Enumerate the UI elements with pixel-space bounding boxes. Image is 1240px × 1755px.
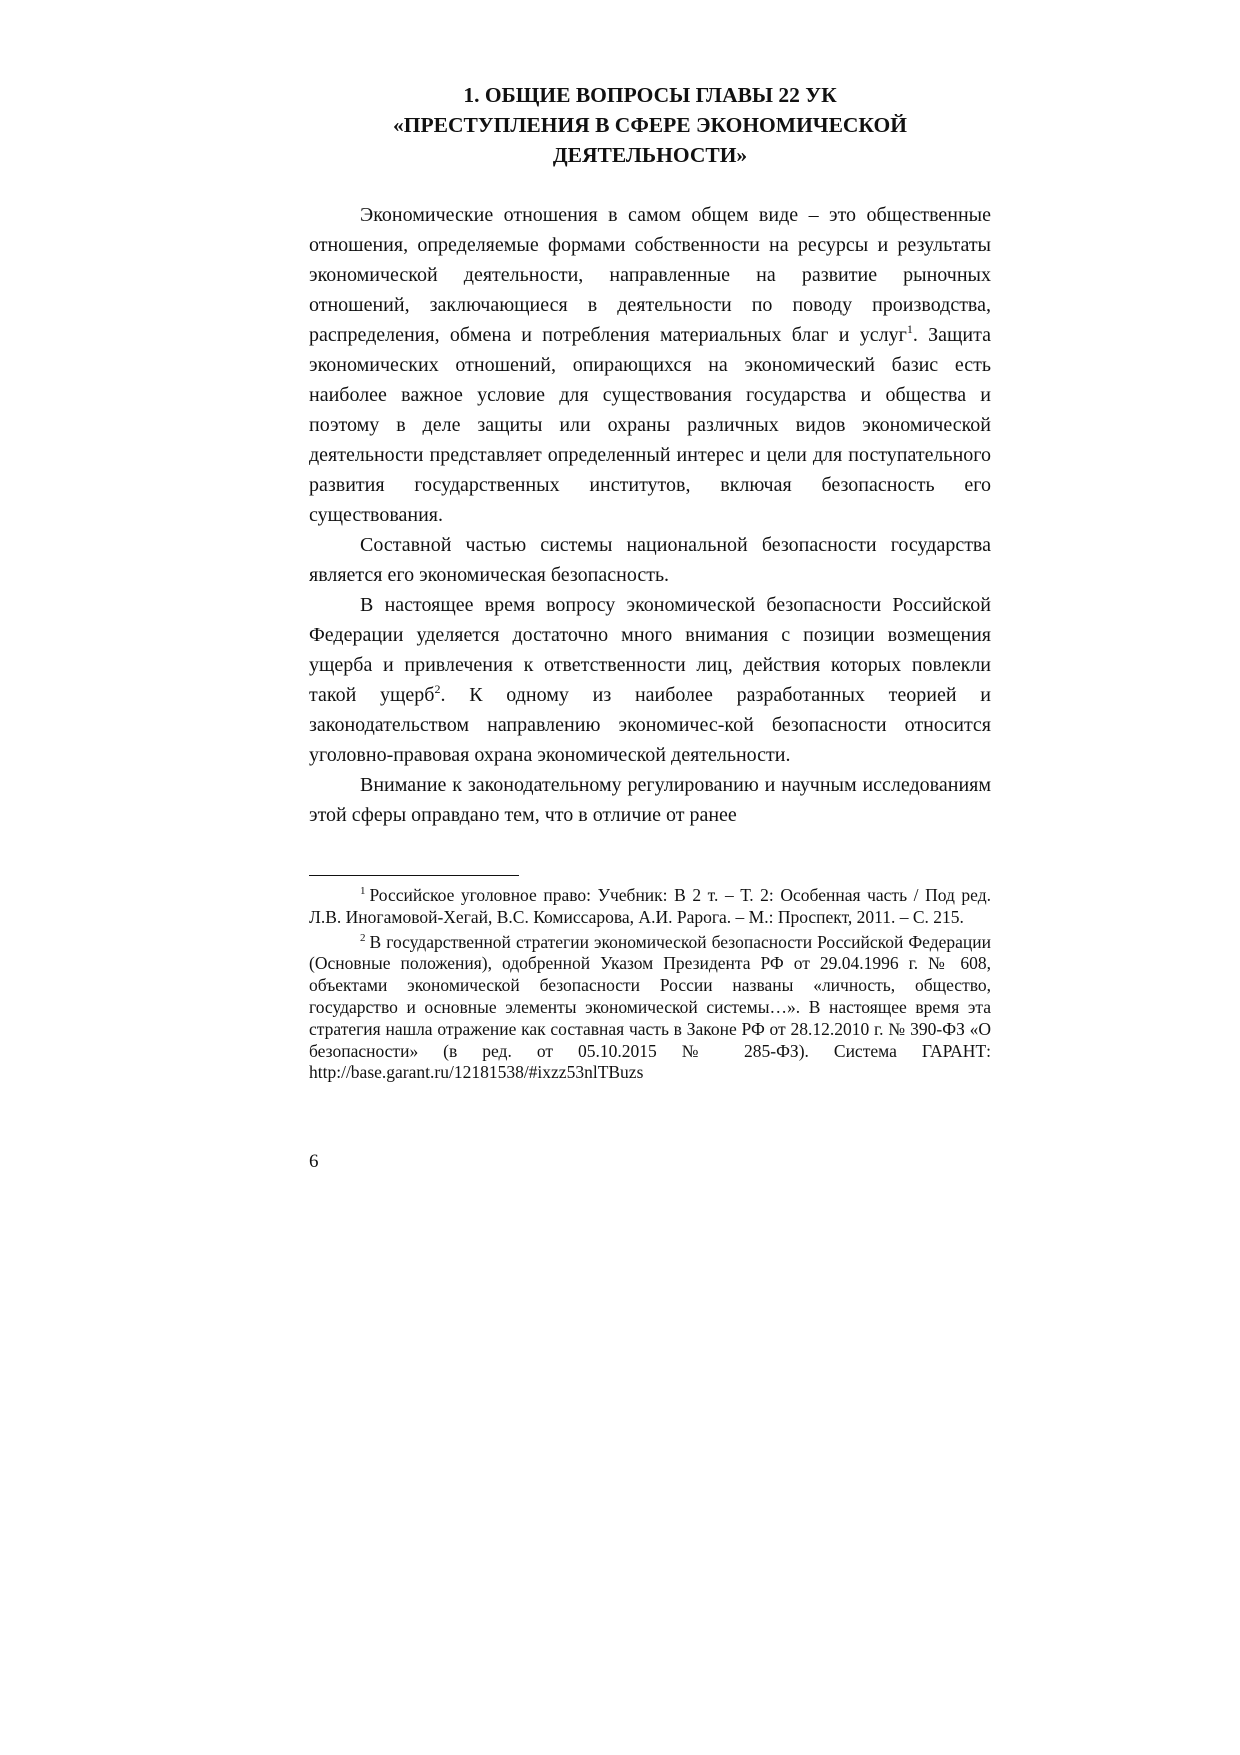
footnote-2 — [309, 932, 991, 1085]
footnote-1 — [309, 885, 991, 929]
footnote-mark-1: 1 — [360, 885, 366, 897]
footnote-separator — [309, 875, 519, 876]
heading-line-2: «ПРЕСТУПЛЕНИЯ В СФЕРЕ ЭКОНОМИЧЕСКОЙ — [393, 113, 907, 137]
paragraph-4: Внимание к законодательному регулированию и научным исследованиям этой сферы оправдано тем, что в отличие от ранее — [309, 774, 991, 826]
footnotes — [309, 885, 991, 1084]
paragraph-2: Составной частью системы национальной безопасности государства является его экономическая безопасность. — [309, 534, 991, 586]
footnote-mark-2: 2 — [360, 931, 366, 944]
paragraph-1-text-b: . Защита экономических отношений, опирающихся на экономический базис есть наиболее важное условие для существования государства и общества и поэтому в деле защиты или охраны различных видов экономической деятельности представляет определенный интерес и цели для поступательного развития государственных институтов, включая безопасность его существования. — [309, 324, 991, 526]
heading-line-1: 1. ОБЩИЕ ВОПРОСЫ ГЛАВЫ 22 УК — [463, 83, 837, 107]
paragraph-3 — [309, 590, 991, 770]
paragraph-3-text-b: . К одному из наиболее разработанных теорией и законодательством направлению экономичес-кой безопасности относится уголовно-правовая охрана экономической деятельности. — [309, 684, 992, 766]
footnote-ref-2[interactable]: 2 — [434, 682, 441, 696]
footnote-ref-1[interactable]: 1 — [906, 322, 913, 336]
heading-line-3: ДЕЯТЕЛЬНОСТИ» — [552, 143, 748, 167]
footnote-2-text: В государственной стратегии экономической безопасности Российской Федерации (Основные положения), одобренной Указом Президента РФ от 29.04.1996 г. № 608, объектами экономической безопасности России названы «личность, общество, государство и основные элементы экономической системы…». В настоящее время эта стратегия нашла отражение как составная часть в Законе РФ от 28.12.2010 г. № 390-ФЗ «О безопасности» (в ред. от 05.10.2015 № 285-ФЗ). Система ГАРАНТ: http://base.garant.ru/12181538/#ixzz53nlTBuzs — [309, 931, 991, 1083]
body-text — [309, 200, 991, 830]
paragraph-3-text-a: В настоящее время вопросу экономической безопасности Российской Федерации уделяется достаточно много внимания с позиции возмещения ущерба и привлечения к ответственности лиц, действия которых повлекли такой ущерб — [309, 594, 991, 706]
footnote-1-text: Российское уголовное право: Учебник: В 2 т. – Т. 2: Особенная часть / Под ред. Л.В. Иногамовой-Хегай, В.С. Комиссарова, А.И. Рарога. – М.: Проспект, 2011. – С. 215. — [309, 885, 991, 927]
page-number: 6 — [309, 1151, 319, 1172]
paragraph-1-text-a: Экономические отношения в самом общем виде – это общественные отношения, определяемые формами собственности на ресурсы и результаты экономической деятельности, направленные на развитие рыночных отношений, заключающиеся в деятельности по поводу производства, распределения, обмена и потребления материальных благ и услуг — [309, 204, 991, 346]
paragraph-1 — [309, 200, 991, 530]
chapter-heading — [309, 80, 991, 170]
